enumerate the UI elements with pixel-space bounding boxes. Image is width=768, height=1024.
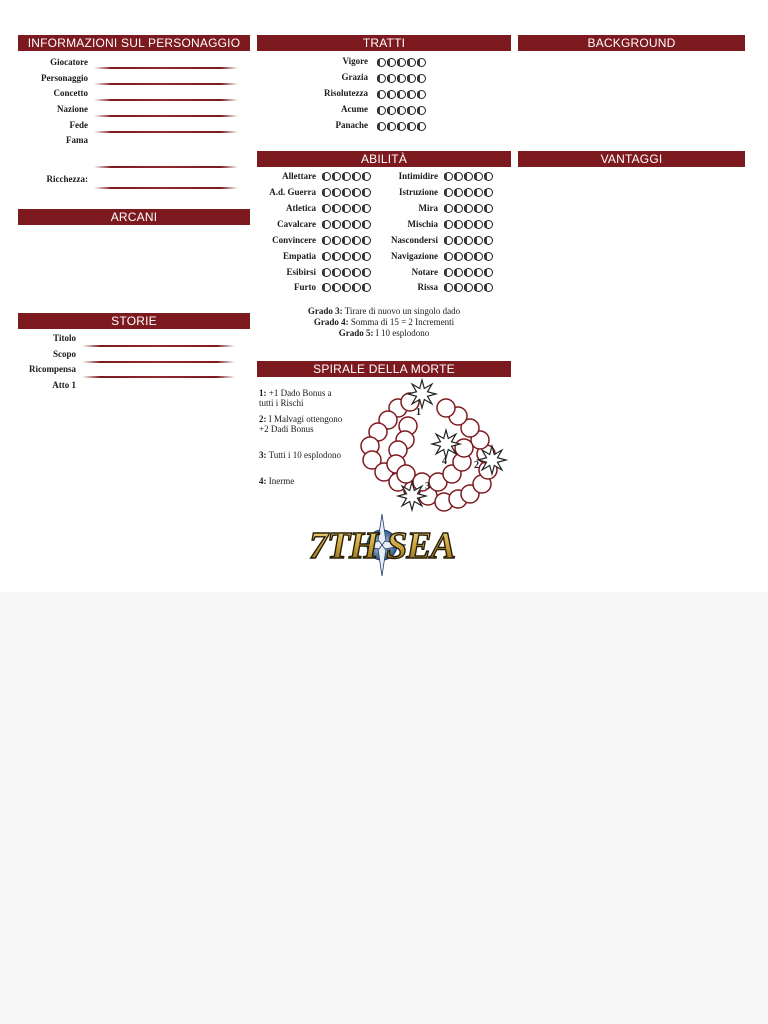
field-label-ricchezza: Ricchezza: — [46, 174, 88, 184]
abilita-label: Cavalcare — [277, 219, 316, 229]
abilita-label: Mischia — [407, 219, 438, 229]
abilita-label: Allettare — [282, 171, 316, 181]
grade-note: Grado 5: I 10 esplodono — [338, 328, 430, 338]
storia-label-ricompensa: Ricompensa — [29, 364, 76, 374]
abilita-label: Esibirsi — [286, 267, 316, 277]
abilita-rating-dots[interactable] — [444, 204, 493, 213]
spirale-step-text: 3: Tutti i 10 esplodono — [259, 450, 342, 460]
dramatic-wound-star-icon[interactable] — [408, 380, 436, 408]
section-header-vantaggi: VANTAGGI — [518, 151, 745, 167]
concetto-input-line[interactable] — [94, 99, 238, 101]
grade-note: Grado 3: Tirare di nuovo un singolo dado — [307, 306, 461, 316]
abilita-rating-dots[interactable] — [444, 236, 493, 245]
field-label-concetto: Concetto — [53, 88, 88, 98]
abilita-label: Nascondersi — [391, 235, 438, 245]
storia-label-scopo: Scopo — [52, 349, 76, 359]
abilita-label: A.d. Guerra — [269, 187, 316, 197]
section-header-background: BACKGROUND — [518, 35, 745, 51]
abilita-label: Mira — [418, 203, 438, 213]
nazione-input-line[interactable] — [94, 115, 238, 117]
abilita-label: Intimidire — [398, 171, 438, 181]
storia-label-atto: Atto 1 — [52, 380, 76, 390]
abilita-rating-dots[interactable] — [322, 204, 371, 213]
field-label-giocatore: Giocatore — [50, 57, 88, 67]
abilita-label: Rissa — [417, 282, 438, 292]
logo-text: 7TH SEA — [308, 525, 456, 567]
tratto-rating-dots[interactable] — [377, 74, 426, 83]
abilita-label: Furto — [294, 282, 316, 292]
ricompensa-input-line[interactable] — [82, 376, 235, 378]
section-header-info: INFORMAZIONI SUL PERSONAGGIO — [18, 35, 250, 51]
abilita-rating-dots[interactable] — [322, 188, 371, 197]
abilita-rating-dots[interactable] — [444, 283, 493, 292]
abilita-label: Notare — [411, 267, 438, 277]
tratto-label: Panache — [335, 120, 368, 130]
spiral-marker-label: 4 — [442, 456, 447, 467]
spiral-marker-label: 1 — [416, 407, 421, 418]
dramatic-wound-star-icon[interactable] — [398, 482, 426, 510]
field-label-fama: Fama — [66, 135, 88, 145]
abilita-label: Navigazione — [391, 251, 438, 261]
spirale-step-text: 4: Inerme — [259, 476, 295, 486]
abilita-label: Convincere — [272, 235, 316, 245]
fama-input-line[interactable] — [94, 166, 238, 168]
tratto-rating-dots[interactable] — [377, 90, 426, 99]
ricchezza-input-line[interactable] — [94, 187, 238, 189]
giocatore-input-line[interactable] — [94, 67, 238, 69]
tratto-label: Acume — [341, 104, 368, 114]
section-header-abilita: ABILITÀ — [257, 151, 511, 167]
abilita-rating-dots[interactable] — [322, 236, 371, 245]
titolo-input-line[interactable] — [82, 345, 235, 347]
section-header-tratti: TRATTI — [257, 35, 511, 51]
seventh-sea-logo — [308, 512, 456, 578]
spiral-marker-label: 2 — [474, 460, 479, 471]
abilita-rating-dots[interactable] — [444, 268, 493, 277]
abilita-rating-dots[interactable] — [322, 220, 371, 229]
field-label-nazione: Nazione — [57, 104, 88, 114]
storia-label-titolo: Titolo — [53, 333, 76, 343]
tratto-rating-dots[interactable] — [377, 58, 426, 67]
section-header-storie: STORIE — [18, 313, 250, 329]
dramatic-wound-star-icon[interactable] — [432, 430, 460, 458]
section-header-spirale: SPIRALE DELLA MORTE — [257, 361, 511, 377]
field-label-personaggio: Personaggio — [41, 73, 88, 83]
tratto-rating-dots[interactable] — [377, 106, 426, 115]
grade-note: Grado 4: Somma di 15 = 2 Incrementi — [313, 317, 455, 327]
abilita-rating-dots[interactable] — [322, 268, 371, 277]
spirale-step-text: 1: +1 Dado Bonus a tutti i Rischi — [259, 388, 332, 408]
abilita-rating-dots[interactable] — [322, 283, 371, 292]
abilita-rating-dots[interactable] — [444, 252, 493, 261]
tratto-label: Risolutezza — [324, 88, 368, 98]
personaggio-input-line[interactable] — [94, 83, 238, 85]
tratto-rating-dots[interactable] — [377, 122, 426, 131]
abilita-rating-dots[interactable] — [444, 188, 493, 197]
abilita-rating-dots[interactable] — [322, 252, 371, 261]
abilita-rating-dots[interactable] — [444, 220, 493, 229]
abilita-label: Atletica — [286, 203, 316, 213]
abilita-label: Empatia — [282, 251, 316, 261]
fede-input-line[interactable] — [94, 131, 238, 133]
field-label-fede: Fede — [69, 120, 88, 130]
abilita-rating-dots[interactable] — [322, 172, 371, 181]
spiral-marker-label: 3 — [425, 481, 430, 492]
scopo-input-line[interactable] — [82, 361, 235, 363]
abilita-label: Istruzione — [399, 187, 438, 197]
tratto-label: Vigore — [342, 56, 368, 66]
spirale-step-text: 2: I Malvagi ottengono +2 Dadi Bonus — [259, 414, 343, 434]
dramatic-wound-star-icon[interactable] — [478, 446, 506, 474]
tratto-label: Grazia — [341, 72, 368, 82]
death-spiral — [350, 378, 512, 518]
wound-box[interactable] — [437, 399, 455, 417]
abilita-rating-dots[interactable] — [444, 172, 493, 181]
wound-box[interactable] — [397, 465, 415, 483]
section-header-arcani: ARCANI — [18, 209, 250, 225]
wound-box[interactable] — [455, 439, 473, 457]
